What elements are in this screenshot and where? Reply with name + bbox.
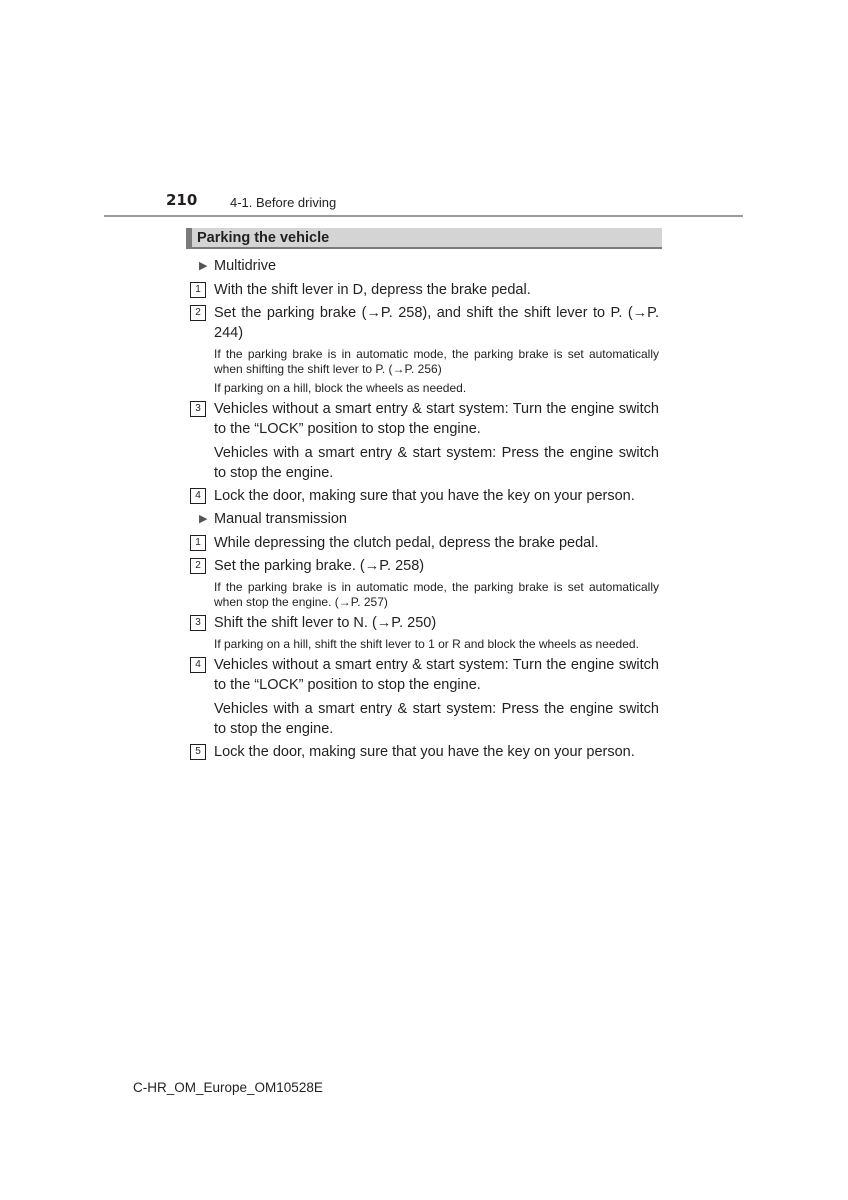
step-number-box: 4 — [190, 488, 206, 504]
note: If parking on a hill, shift the shift lever to 1 or R and block the wheels as needed. — [214, 637, 639, 651]
step-text: Vehicles without a smart entry & start system: Turn the engine switch to the “LOCK” position to stop the engine. — [214, 657, 659, 693]
step-paragraph: Vehicles with a smart entry & start system: Press the engine switch to stop the engine. — [214, 445, 659, 481]
step-text: Set the parking brake. (→P. 258) — [214, 558, 425, 574]
triangle-bullet-icon: ▶ — [199, 260, 208, 272]
multidrive-step-4 — [190, 486, 659, 506]
subheading-label: Manual transmission — [214, 511, 347, 527]
step-text: Shift the shift lever to N. (→P. 250) — [214, 615, 437, 631]
section-heading-bar — [186, 228, 662, 249]
step-text: While depressing the clutch pedal, depress the brake pedal. — [214, 535, 599, 551]
note: If the parking brake is in automatic mode, the parking brake is set automatically when shifting the shift lever to P. (→P. 256) — [214, 347, 659, 376]
step-text: Lock the door, making sure that you have the key on your person. — [214, 488, 635, 504]
manual-step-5 — [190, 742, 659, 762]
step-number-box: 2 — [190, 305, 206, 321]
subheading-manual-transmission — [190, 509, 659, 529]
multidrive-step-1 — [190, 280, 659, 300]
manual-step-2 — [190, 556, 659, 576]
note: If parking on a hill, block the wheels as needed. — [214, 381, 467, 395]
step-text: With the shift lever in D, depress the brake pedal. — [214, 282, 531, 298]
note: If the parking brake is in automatic mode, the parking brake is set automatically when stop the engine. (→P. 257) — [214, 580, 659, 609]
step-text: Lock the door, making sure that you have the key on your person. — [214, 744, 635, 760]
step-number-box: 3 — [190, 401, 206, 417]
step-text: Set the parking brake (→P. 258), and shift the shift lever to P. (→P. 244) — [214, 305, 659, 341]
header-divider — [104, 215, 743, 217]
multidrive-step-2 — [190, 303, 659, 343]
subheading-multidrive — [190, 256, 659, 276]
page-number: 210 — [166, 191, 198, 209]
step-number-box: 1 — [190, 282, 206, 298]
manual-step-1 — [190, 533, 659, 553]
procedure-content — [190, 256, 659, 765]
section-path: 4-1. Before driving — [230, 195, 337, 210]
document-code: C-HR_OM_Europe_OM10528E — [133, 1080, 323, 1095]
triangle-bullet-icon: ▶ — [199, 513, 208, 525]
step-number-box: 2 — [190, 558, 206, 574]
subheading-label: Multidrive — [214, 258, 277, 274]
multidrive-step-3 — [190, 399, 659, 439]
step-number-box: 1 — [190, 535, 206, 551]
manual-step-3 — [190, 613, 659, 633]
step-number-box: 5 — [190, 744, 206, 760]
step-paragraph: Vehicles with a smart entry & start system: Press the engine switch to stop the engine. — [214, 701, 659, 737]
manual-step-4 — [190, 655, 659, 695]
step-text: Vehicles without a smart entry & start system: Turn the engine switch to the “LOCK” position to stop the engine. — [214, 401, 659, 437]
step-number-box: 3 — [190, 615, 206, 631]
step-number-box: 4 — [190, 657, 206, 673]
section-title: Parking the vehicle — [197, 230, 330, 246]
